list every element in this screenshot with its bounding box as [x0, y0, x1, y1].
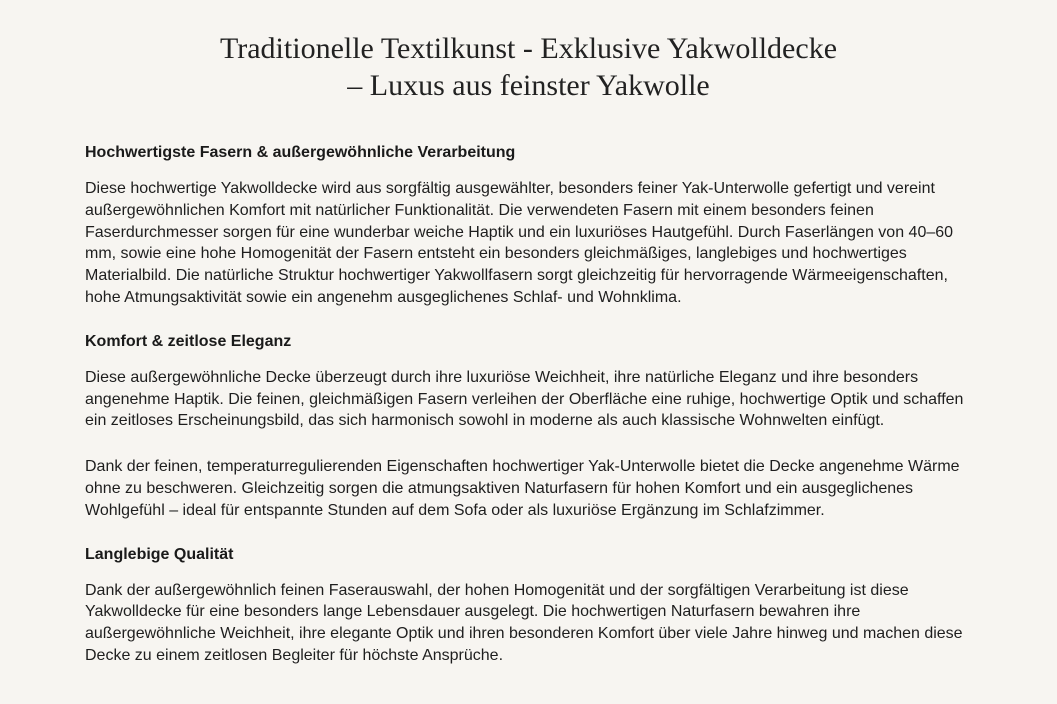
page-title-line-2: – Luxus aus feinster Yakwolle — [347, 69, 710, 102]
section-comfort — [85, 331, 972, 522]
section-paragraph-comfort-1: Diese außergewöhnliche Decke überzeugt durch ihre luxuriöse Weichheit, ihre natürliche Eleganz und ihre besonders angenehme Haptik. Die feinen, gleichmäßigen Fasern verleihen der Oberfläche eine ruhige, hochwertige Optik und schaffen ein zeitloses Erscheinungsbild, das sich harmonisch sowohl in moderne als auch klassische Wohnwelten einfügt. — [85, 368, 964, 430]
page-title — [85, 30, 972, 104]
section-paragraph-durability: Dank der außergewöhnlich feinen Faserauswahl, der hohen Homogenität und der sorgfältigen Verarbeitung ist diese Yakwolldecke für eine besonders lange Lebensdauer ausgelegt. Die hochwertigen Naturfasern bewahren ihre außergewöhnliche Weichheit, ihre elegante Optik und ihren besonderen Komfort über viele Jahre hinweg und machen diese Decke zu einem zeitlosen Begleiter für höchste Ansprüche. — [85, 581, 963, 664]
page-title-line-1: Traditionelle Textilkunst - Exklusive Yakwolldecke — [219, 32, 838, 65]
section-fibers — [85, 142, 972, 309]
section-heading-fibers: Hochwertigste Fasern & außergewöhnliche Verarbeitung — [85, 144, 516, 161]
section-heading-comfort: Komfort & zeitlose Eleganz — [85, 332, 292, 350]
section-durability — [85, 544, 972, 667]
section-paragraph-comfort-2: Dank der feinen, temperaturregulierenden Eigenschaften hochwertiger Yak-Unterwolle bietet die Decke angenehme Wärme ohne zu beschweren. Gleichzeitig sorgen die atmungsaktiven Naturfasern für hohen Komfort und ein ausgeglichenes Wohlgefühl – ideal für entspannte Stunden auf dem Sofa oder als luxuriöse Ergänzung im Schlafzimmer. — [85, 458, 960, 519]
section-heading-durability: Langlebige Qualität — [85, 545, 234, 563]
section-paragraph-fibers: Diese hochwertige Yakwolldecke wird aus sorgfältig ausgewählter, besonders feiner Yak-Unterwolle gefertigt und vereint außergewöhnlichen Komfort mit natürlicher Funktionalität. Die verwendeten Fasern mit einem besonders feinen Faserdurchmesser sorgen für eine wunderbar weiche Haptik und ein luxuriöses Hautgefühl. Durch Faserlängen von 40–60 mm, sowie eine hohe Homogenität der Fasern entsteht ein besonders gleichmäßiges, langlebiges und hochwertiges Materialbild. Die natürliche Struktur hochwertiger Yakwollfasern sorgt gleichzeitig für hervorragende Wärmeeigenschaften, hohe Atmungsaktivität sowie ein angenehm ausgeglichenes Schlaf- und Wohnklima. — [85, 180, 954, 306]
